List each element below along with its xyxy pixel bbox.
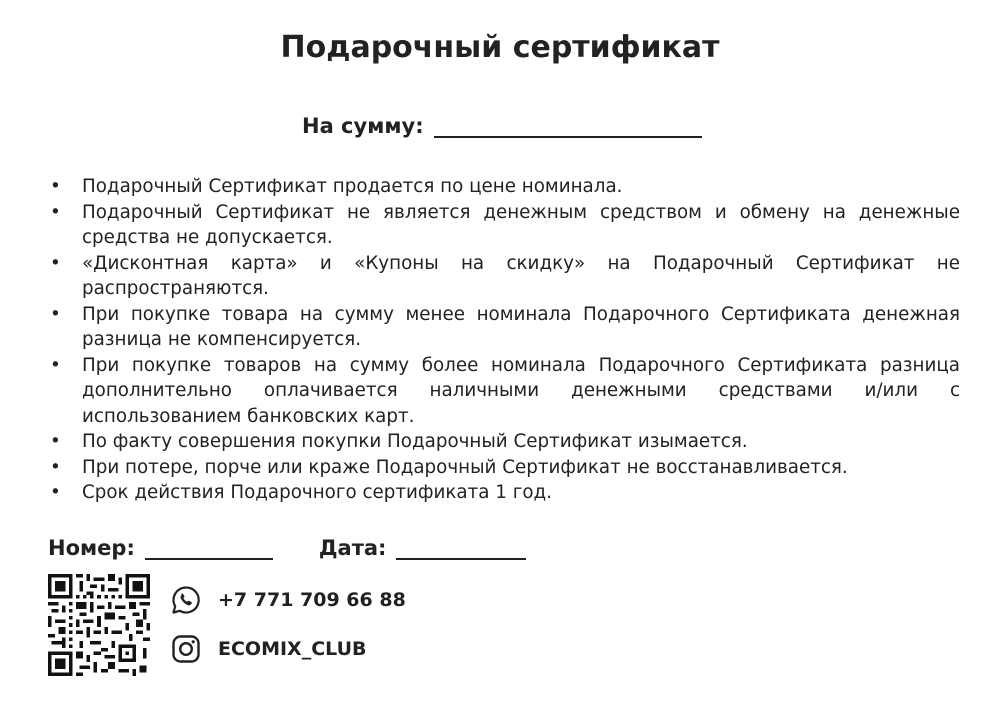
date-label: Дата: (318, 536, 387, 560)
rule-item: • По факту совершения покупки Подарочный Сертификат изымается. (48, 429, 960, 455)
instagram-icon (170, 633, 202, 665)
amount-label: На сумму: (302, 114, 424, 138)
rule-item: • При покупке товара на сумму менее номинала Подарочного Сертификата денежная разница не компенсируется. (48, 302, 960, 353)
phone-contact[interactable] (170, 584, 406, 616)
rules-list (48, 174, 960, 506)
amount-blank-line (434, 114, 702, 138)
rule-item: • Подарочный Сертификат не является денежным средством и обмену на денежные средства не допускается. (48, 200, 960, 251)
instagram-contact[interactable] (170, 633, 366, 665)
number-blank-line (145, 536, 273, 560)
phone-number: +7 771 709 66 88 (218, 589, 406, 611)
rule-item: • При потере, порче или краже Подарочный Сертификат не восстанавливается. (48, 455, 960, 481)
whatsapp-icon (170, 584, 202, 616)
qr-code-icon (48, 574, 150, 676)
amount-field (302, 114, 702, 138)
rule-item: • «Дисконтная карта» и «Купоны на скидку» на Подарочный Сертификат не распространяются. (48, 251, 960, 302)
number-date-fields (48, 536, 526, 560)
date-blank-line (396, 536, 526, 560)
number-label: Номер: (48, 536, 135, 560)
rule-item: • Срок действия Подарочного сертификата 1 год. (48, 480, 960, 506)
rule-item: • При покупке товаров на сумму более номинала Подарочного Сертификата разница дополнительно оплачивается наличными денежными средствами и/или с использованием банковских карт. (48, 353, 960, 430)
page-title: Подарочный сертификат (280, 30, 720, 65)
instagram-handle: ECOMIX_CLUB (218, 638, 367, 660)
rule-item: • Подарочный Сертификат продается по цене номинала. (48, 174, 960, 200)
